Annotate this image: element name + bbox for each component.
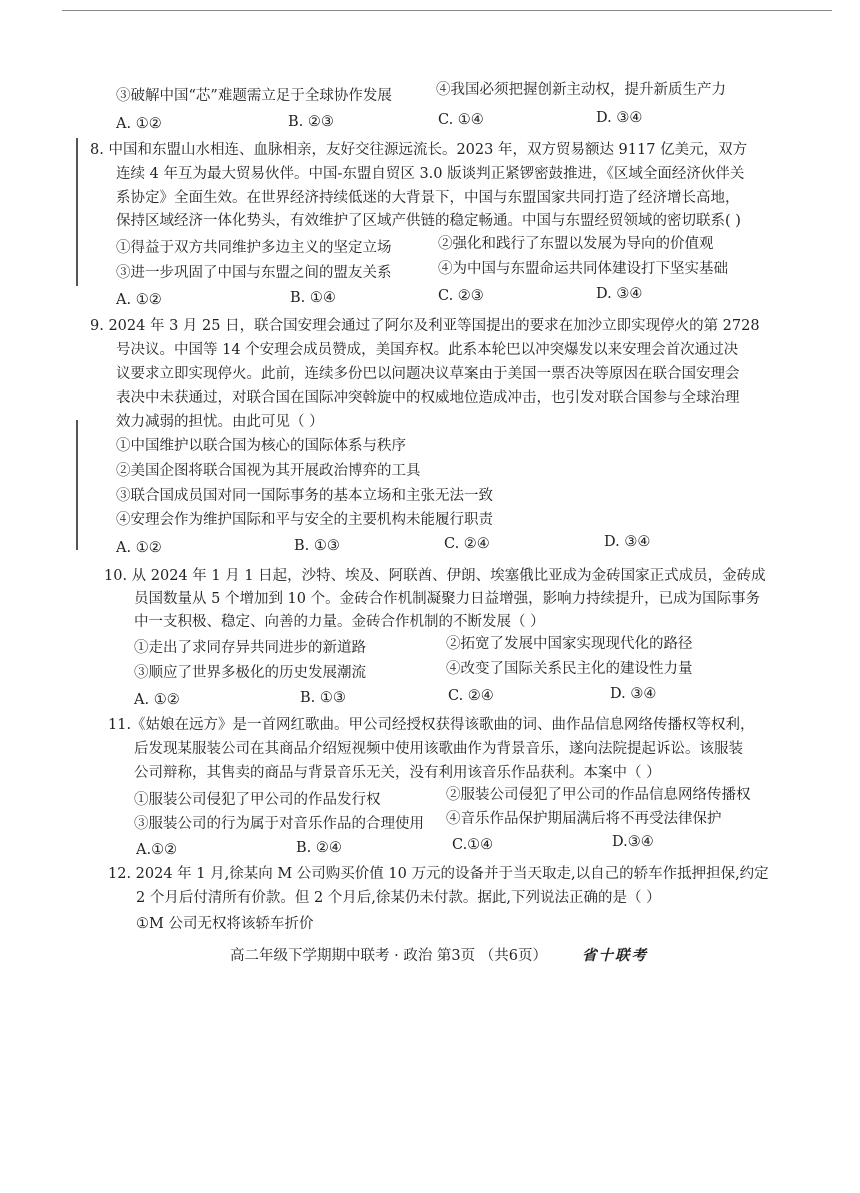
prev-statement-4: ④我国必须把握创新主动权，提升新质生产力 — [436, 82, 726, 98]
q11-option-a: A.①② — [136, 842, 178, 858]
q8-statement-4: ④为中国与东盟命运共同体建设打下坚实基础 — [438, 261, 728, 277]
q11-line-1: 11.《姑娘在远方》是一首网红歌曲。甲公司经授权获得该歌曲的词、曲作品信息网络传播权等权利， — [108, 717, 755, 733]
q10-option-b: B. ①③ — [300, 690, 346, 706]
q8-statement-3: ③进一步巩固了中国与东盟之间的盟友关系 — [116, 265, 392, 281]
q8-line-3: 系协定》全面生效。在世界经济持续低迷的大背景下，中国与东盟国家共同打造了经济增长高地， — [116, 190, 740, 206]
top-rule — [62, 10, 832, 11]
q9-line-2: 号决议。中国等 14 个安理会成员赞成，美国弃权。此系本轮巴以冲突爆发以来安理会首次通过决 — [116, 342, 739, 358]
q9-option-b: B. ①③ — [294, 538, 340, 554]
prev-statement-3: ③破解中国“芯”难题需立足于全球协作发展 — [116, 88, 392, 104]
prev-option-b: B. ②③ — [288, 114, 334, 130]
q10-statement-2: ②拓宽了发展中国家实现现代化的路径 — [446, 636, 693, 652]
q10-statement-4: ④改变了国际关系民主化的建设性力量 — [446, 661, 693, 677]
q8-line-2: 连续 4 年互为最大贸易伙伴。中国-东盟自贸区 3.0 版谈判正紧锣密鼓推进，《区域全面经济伙伴关 — [116, 166, 745, 182]
footer-page-info: 高二年级下学期期中联考 · 政治 第3页 （共6页） — [230, 948, 547, 964]
q12-line-1: 12. 2024 年 1 月,徐某向 M 公司购买价值 10 万元的设备并于当天取走,以自己的轿车作抵押担保,约定 — [108, 866, 769, 882]
q10-option-c: C. ②④ — [448, 688, 494, 704]
margin-rule-q9 — [76, 420, 78, 550]
q10-line-1: 10. 从 2024 年 1 月 1 日起，沙特、埃及、阿联酋、伊朗、埃塞俄比亚成为金砖国家正式成员，金砖成 — [104, 568, 766, 584]
q11-line-2: 后发现某服装公司在其商品介绍短视频中使用该歌曲作为背景音乐，遂向法院提起诉讼。该服装 — [134, 741, 743, 757]
q10-statement-1: ①走出了求同存异共同进步的新道路 — [134, 640, 366, 656]
q8-statement-1: ①得益于双方共同维护多边主义的坚定立场 — [116, 240, 392, 256]
q9-line-1: 9. 2024 年 3 月 25 日，联合国安理会通过了阿尔及利亚等国提出的要求在加沙立即实现停火的第 2728 — [90, 318, 760, 334]
q8-option-c: C. ②③ — [438, 288, 484, 304]
q12-statement-1: ①M 公司无权将该轿车折价 — [136, 916, 314, 932]
q11-line-3: 公司辩称，其售卖的商品与背景音乐无关，没有利用该音乐作品获利。本案中（ ） — [134, 765, 661, 781]
prev-option-c: C. ①④ — [438, 112, 484, 128]
q8-statement-2: ②强化和践行了东盟以发展为导向的价值观 — [438, 236, 714, 252]
q9-option-a: A. ①② — [116, 540, 162, 556]
q11-option-d: D.③④ — [612, 834, 654, 850]
prev-option-a: A. ①② — [116, 116, 162, 132]
q9-line-5: 效力减弱的担忧。由此可见（ ） — [116, 414, 324, 430]
q11-statement-4: ④音乐作品保护期届满后将不再受法律保护 — [446, 811, 722, 827]
margin-rule-q8 — [76, 138, 78, 286]
q11-statement-2: ②服装公司侵犯了甲公司的作品信息网络传播权 — [446, 787, 751, 803]
q8-line-1: 8. 中国和东盟山水相连、血脉相亲，友好交往源远流长。2023 年，双方贸易额达 9117 亿美元，双方 — [90, 142, 748, 158]
q8-option-a: A. ①② — [116, 292, 162, 308]
q11-statement-1: ①服装公司侵犯了甲公司的作品发行权 — [134, 792, 381, 808]
q11-option-b: B. ②④ — [296, 840, 342, 856]
q9-option-d: D. ③④ — [604, 534, 651, 550]
q10-line-2: 员国数量从 5 个增加到 10 个。金砖合作机制凝聚力日益增强，影响力持续提升，已成为国际事务 — [134, 591, 761, 607]
q9-statement-4: ④安理会作为维护国际和平与安全的主要机构未能履行职责 — [116, 512, 493, 528]
q10-option-a: A. ①② — [134, 692, 180, 708]
prev-option-d: D. ③④ — [596, 110, 643, 126]
q9-option-c: C. ②④ — [444, 536, 490, 552]
q8-line-4: 保持区域经济一体化势头，有效维护了区域产供链的稳定畅通。中国与东盟经贸领域的密切联系( ) — [116, 213, 741, 229]
q9-statement-1: ①中国维护以联合国为核心的国际体系与秩序 — [116, 438, 406, 454]
q12-line-2: 2 个月后付清所有价款。但 2 个月后,徐某仍未付款。据此,下列说法正确的是（ ） — [136, 890, 661, 906]
q9-statement-2: ②美国企图将联合国视为其开展政治博弈的工具 — [116, 463, 421, 479]
q11-statement-3: ③服装公司的行为属于对音乐作品的合理使用 — [134, 816, 424, 832]
q10-statement-3: ③顺应了世界多极化的历史发展潮流 — [134, 665, 366, 681]
q8-option-b: B. ①④ — [290, 290, 336, 306]
q10-line-3: 中一支积极、稳定、向善的力量。金砖合作机制的不断发展（ ） — [134, 614, 545, 630]
q9-line-3: 议要求立即实现停火。此前，连续多份巴以问题决议草案由于美国一票否决等原因在联合国安理会 — [116, 366, 740, 382]
q10-option-d: D. ③④ — [610, 686, 657, 702]
q11-option-c: C.①④ — [452, 837, 494, 853]
footer-brand-mark: 省十联考 — [582, 947, 648, 964]
q9-line-4: 表决中未获通过，对联合国在国际冲突斡旋中的权威地位造成冲击，也引发对联合国参与全球治理 — [116, 390, 740, 406]
q8-option-d: D. ③④ — [596, 286, 643, 302]
q9-statement-3: ③联合国成员国对同一国际事务的基本立场和主张无法一致 — [116, 488, 493, 504]
